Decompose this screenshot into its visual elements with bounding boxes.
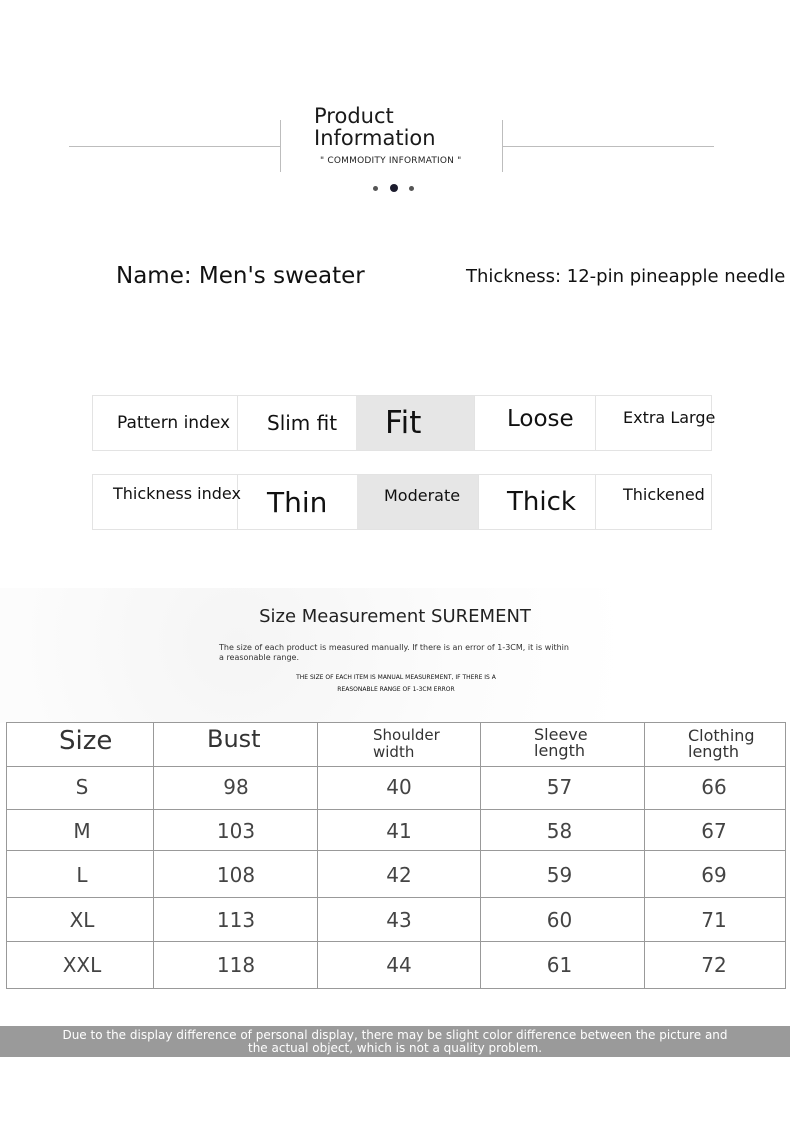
size-note-caps-line-2: REASONABLE RANGE OF 1-3CM ERROR [337,686,455,693]
table-cell: M [73,819,91,843]
table-cell: 44 [386,953,412,977]
thickness-index-label: Thickness index [113,483,241,503]
thickness-option-moderate: Moderate [357,475,478,529]
table-cell: 69 [701,863,727,887]
header-clothing-length [688,728,755,760]
table-rule [785,722,786,989]
table-cell: 113 [216,908,256,932]
table-rule [6,897,786,898]
table-rule [317,722,318,989]
table-rule [6,809,786,810]
header-left-bracket [280,120,281,172]
table-cell: 61 [546,953,573,977]
table-cell: 58 [546,819,573,843]
cell-divider [595,396,596,450]
table-cell: 60 [546,908,573,932]
pattern-option-extra-large: Extra Large [623,407,716,427]
table-cell: 71 [701,908,727,932]
cell-divider [474,396,475,450]
header-sleeve-length-line-2: length [534,741,585,760]
pattern-index-row [92,395,716,451]
table-rule [480,722,481,989]
cell-divider [478,475,479,529]
table-rule [6,766,786,767]
table-cell: 72 [701,953,727,977]
page-title [314,105,436,149]
thickness-option-thin: Thin [267,485,328,519]
table-cell: 59 [546,863,573,887]
cell-divider [595,475,596,529]
header-right-rule [502,146,714,147]
table-cell: S [75,775,89,799]
product-thickness: Thickness: 12-pin pineapple needle [466,266,786,287]
color-disclaimer-line-1: Due to the display difference of personal display, there may be slight color difference between the picture and [62,1028,728,1042]
title-line-1: Product [314,104,394,128]
dot-center [390,184,398,192]
size-note: The size of each product is measured manually. If there is an error of 1-3CM, it is within a reasonable range. [219,643,569,662]
color-disclaimer [0,1026,790,1057]
pattern-index-label: Pattern index [117,413,231,433]
pattern-option-slim-fit: Slim fit [267,411,338,435]
table-cell: 40 [386,775,412,799]
size-table [6,722,786,989]
table-cell: XL [69,908,95,932]
dot-left [373,186,378,191]
table-cell: 41 [386,819,412,843]
table-cell: 103 [216,819,256,843]
header-sleeve-length-line-1: Sleeve [534,725,588,744]
cell-divider [237,396,238,450]
header-left-rule [69,146,280,147]
pattern-option-fit: Fit [356,396,474,450]
table-rule [6,850,786,851]
table-rule [644,722,645,989]
thickness-index-row [92,474,712,530]
dot-right [409,186,414,191]
table-cell: 118 [216,953,256,977]
table-cell: 98 [223,775,249,799]
table-cell: XXL [62,953,102,977]
page-subtitle: " COMMODITY INFORMATION " [320,156,462,166]
table-rule [6,722,786,723]
size-section-title: Size Measurement SUREMENT [259,606,531,627]
header-shoulder-width-line-2: width [373,743,415,761]
color-disclaimer-line-2: the actual object, which is not a quality problem. [247,1041,543,1055]
table-cell: 108 [216,863,256,887]
title-line-2: Information [314,126,436,150]
header-shoulder-width [373,727,440,761]
pattern-option-loose: Loose [507,406,574,432]
table-cell: 66 [701,775,727,799]
header-size: Size [59,726,113,756]
table-cell: 67 [701,819,727,843]
header-sleeve-length [534,727,588,759]
header-clothing-length-line-1: Clothing [688,726,755,745]
table-rule [6,941,786,942]
table-cell: L [76,863,88,887]
table-cell: 43 [386,908,412,932]
header-clothing-length-line-2: length [688,742,739,761]
product-name: Name: Men's sweater [116,263,365,289]
header-shoulder-width-line-1: Shoulder [373,726,440,744]
thickness-option-thickened: Thickened [623,484,705,504]
header-bust: Bust [207,725,261,753]
thickness-option-thick: Thick [507,487,576,517]
table-cell: 57 [546,775,573,799]
size-note-caps-line-1: THE SIZE OF EACH ITEM IS MANUAL MEASUREMENT, IF THERE IS A [296,674,496,681]
table-rule [153,722,154,989]
size-note-caps [292,672,500,696]
table-rule [6,722,7,989]
table-cell: 42 [386,863,412,887]
table-rule [6,988,786,989]
